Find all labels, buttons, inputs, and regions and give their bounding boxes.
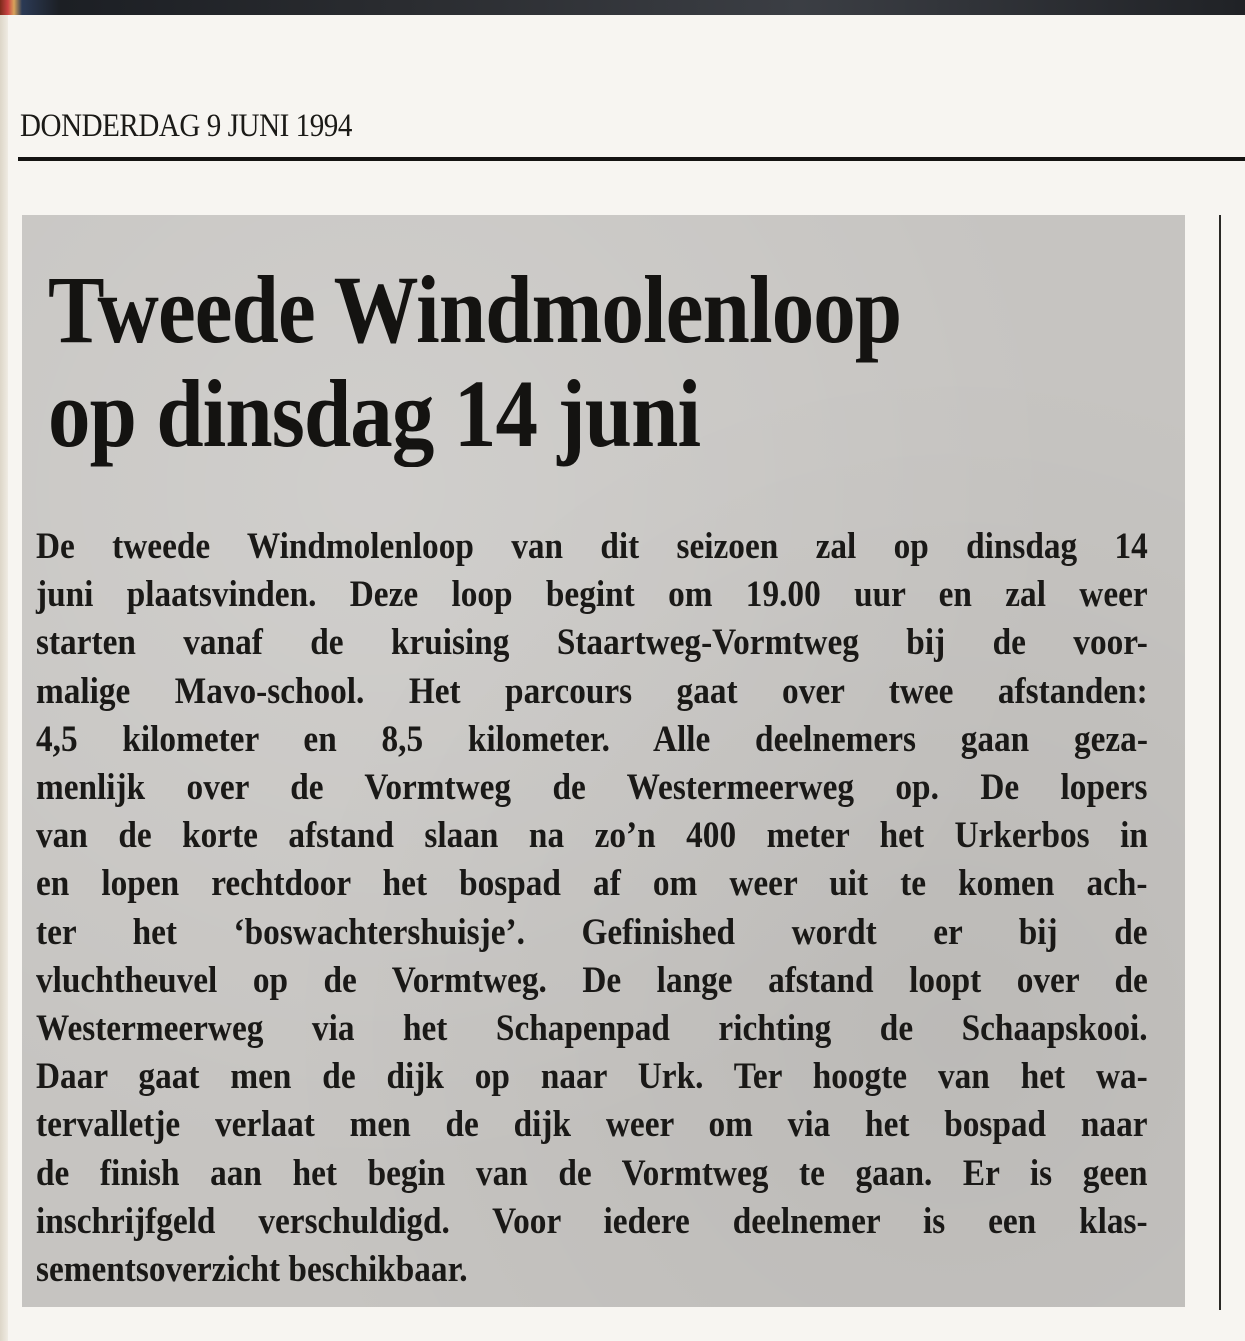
body-line: sementsoverzicht beschikbaar. — [36, 1249, 468, 1291]
column-rule — [1219, 215, 1221, 1310]
body-line: juni plaatsvinden. Deze loop begint om 19.00 uur en zal weer — [36, 574, 1148, 616]
header-rule — [18, 157, 1245, 161]
headline-line: Tweede Windmolenloop — [48, 256, 902, 363]
article-body — [36, 523, 1148, 1294]
body-line: inschrijfgeld verschuldigd. Voor iedere deelnemer is een klas- — [36, 1200, 1148, 1242]
headline-line: op dinsdag 14 juni — [48, 360, 701, 467]
page-left-edge — [0, 15, 8, 1341]
body-line: de finish aan het begin van de Vormtweg te gaan. Er is geen — [36, 1152, 1148, 1194]
body-line: malige Mavo-school. Het parcours gaat over twee afstanden: — [36, 670, 1148, 712]
body-line: menlijk over de Vormtweg de Westermeerweg op. De lopers — [36, 767, 1148, 809]
body-line: van de korte afstand slaan na zo’n 400 meter het Urkerbos in — [36, 815, 1148, 857]
body-line: starten vanaf de kruising Staartweg-Vormtweg bij de voor- — [36, 622, 1148, 664]
body-line: tervalletje verlaat men de dijk weer om via het bospad naar — [36, 1104, 1148, 1146]
body-line: 4,5 kilometer en 8,5 kilometer. Alle deelnemers gaan geza- — [36, 718, 1148, 760]
newspaper-dateline: DONDERDAG 9 JUNI 1994 — [20, 108, 352, 144]
body-line: Westermeerweg via het Schapenpad richting de Schaapskooi. — [36, 1008, 1148, 1050]
photo-top-edge — [0, 0, 1245, 15]
article-headline — [48, 258, 901, 466]
body-line: Daar gaat men de dijk op naar Urk. Ter hoogte van het wa- — [36, 1056, 1148, 1098]
body-line: ter het ‘boswachtershuisje’. Gefinished wordt er bij de — [36, 911, 1148, 953]
body-line: en lopen rechtdoor het bospad af om weer uit te komen ach- — [36, 863, 1148, 905]
body-line: De tweede Windmolenloop van dit seizoen zal op dinsdag 14 — [36, 526, 1148, 567]
body-line: vluchtheuvel op de Vormtweg. De lange afstand loopt over de — [36, 959, 1148, 1001]
